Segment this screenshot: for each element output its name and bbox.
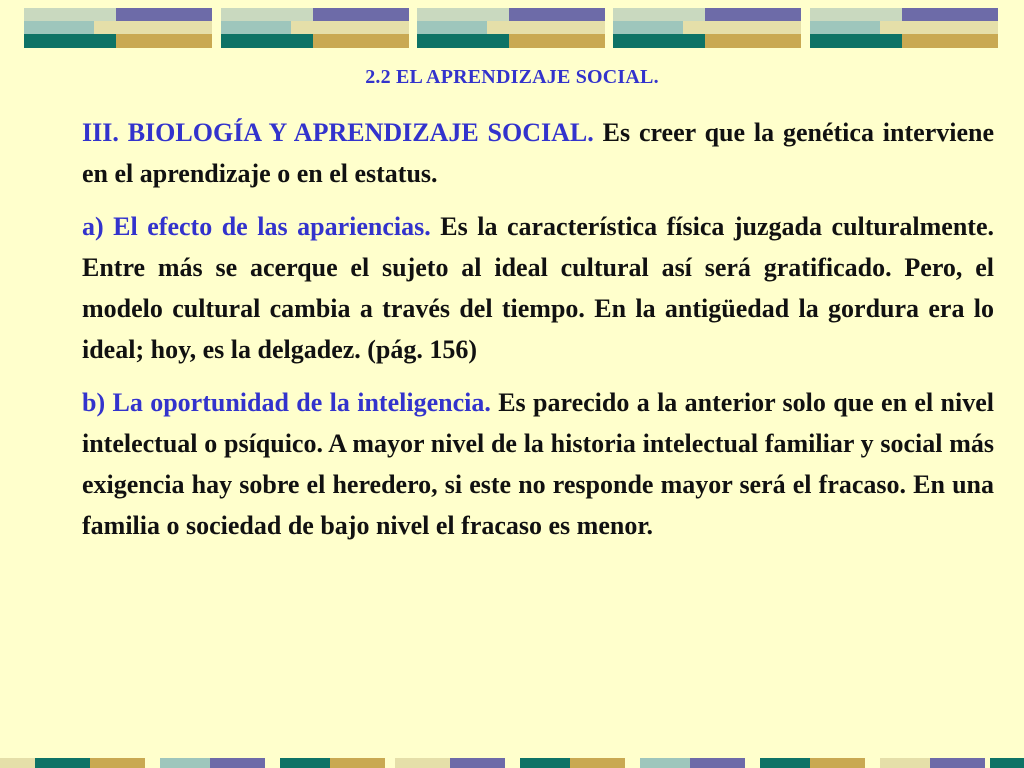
- slide-body: [82, 112, 994, 558]
- decorative-tile: [24, 8, 212, 48]
- band-segment: [90, 758, 145, 768]
- band-segment: [640, 758, 690, 768]
- paragraph-inteligencia: [82, 382, 994, 546]
- paragraph-heading: III. BIOLOGÍA Y APRENDIZAJE SOCIAL.: [82, 118, 594, 147]
- decorative-tile: [417, 8, 605, 48]
- band-segment: [930, 758, 985, 768]
- band-segment: [0, 758, 35, 768]
- decorative-tile: [221, 8, 409, 48]
- band-segment: [395, 758, 450, 768]
- band-segment: [160, 758, 210, 768]
- top-decorative-band: [0, 8, 1024, 48]
- paragraph-text: Es creer que la genética interviene en el aprendizaje o en el estatus.: [82, 118, 994, 188]
- band-segment: [210, 758, 265, 768]
- band-segment: [450, 758, 505, 768]
- decorative-tile: [613, 8, 801, 48]
- band-segment: [990, 758, 1024, 768]
- paragraph-text: Es la característica física juzgada culturalmente. Entre más se acerque el sujeto al ideal cultural así será gratificado. Pero, el modelo cultural cambia a través del tiempo. En la antigüedad la gordura era lo ideal; hoy, es la delgadez. (pág. 156): [82, 212, 994, 364]
- band-segment: [570, 758, 625, 768]
- band-segment: [690, 758, 745, 768]
- paragraph-heading: b) La oportunidad de la inteligencia.: [82, 388, 491, 417]
- paragraph-biologia: [82, 112, 994, 194]
- band-segment: [35, 758, 90, 768]
- band-segment: [330, 758, 385, 768]
- band-segment: [880, 758, 930, 768]
- decorative-tile: [810, 8, 998, 48]
- band-segment: [760, 758, 810, 768]
- paragraph-text: Es parecido a la anterior solo que en el nivel intelectual o psíquico. A mayor nivel de la historia intelectual familiar y social más exigencia hay sobre el heredero, si este no responde mayor será el fracaso. En una familia o sociedad de bajo nivel el fracaso es menor.: [82, 388, 995, 540]
- band-segment: [280, 758, 330, 768]
- band-segment: [520, 758, 570, 768]
- slide-title: 2.2 EL APRENDIZAJE SOCIAL.: [365, 66, 659, 88]
- paragraph-apariencias: [82, 206, 994, 370]
- bottom-decorative-band: [0, 758, 1024, 768]
- band-segment: [810, 758, 865, 768]
- paragraph-heading: a) El efecto de las apariencias.: [82, 212, 431, 241]
